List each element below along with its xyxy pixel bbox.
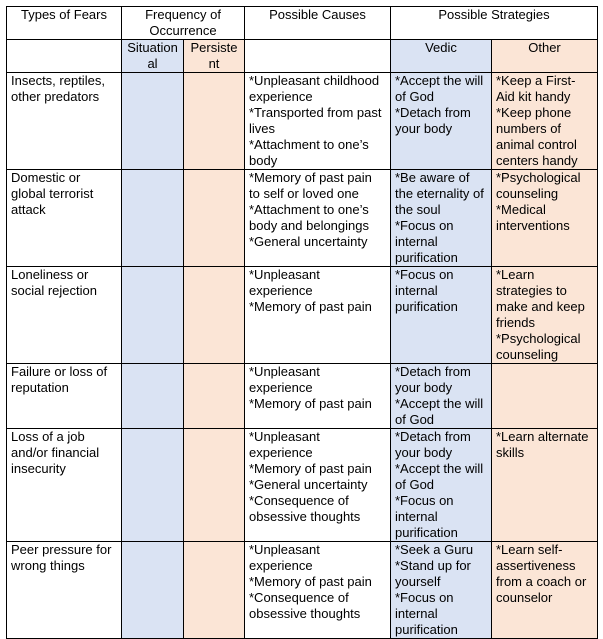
table-row bbox=[7, 429, 598, 542]
vedic-cell bbox=[391, 429, 492, 542]
other-cell bbox=[492, 267, 598, 364]
other-cell bbox=[492, 73, 598, 170]
vedic-cell bbox=[391, 364, 492, 429]
situational-cell bbox=[122, 429, 184, 542]
other-cell-text: *Keep a First-Aid kit handy *Keep phone numbers of animal control centers handy bbox=[496, 73, 578, 168]
other-subheader: Other bbox=[492, 40, 598, 73]
frequency-header: Frequency of Occurrence bbox=[122, 7, 245, 40]
persistent-subheader: Persistent bbox=[184, 40, 245, 73]
causes-cell-text: *Unpleasant experience *Memory of past pain *General uncertainty *Consequence of obsessive thoughts bbox=[249, 429, 372, 524]
other-cell-text: *Learn strategies to make and keep friends *Psychological counseling bbox=[496, 267, 585, 362]
causes-cell-text: *Memory of past pain to self or loved one *Attachment to one’s body and belongings *General uncertainty bbox=[249, 170, 372, 249]
situational-cell bbox=[122, 267, 184, 364]
causes-cell-text: *Unpleasant experience *Memory of past pain *Consequence of obsessive thoughts bbox=[249, 542, 372, 621]
fear-cell-text: Peer pressure for wrong things bbox=[11, 542, 116, 573]
table-row bbox=[7, 170, 598, 267]
table-row bbox=[7, 364, 598, 429]
persistent-cell bbox=[184, 429, 245, 542]
vedic-cell bbox=[391, 73, 492, 170]
causes-cell bbox=[245, 267, 391, 364]
causes-cell bbox=[245, 170, 391, 267]
other-cell bbox=[492, 542, 598, 639]
causes-cell bbox=[245, 429, 391, 542]
fear-cell-text: Loneliness or social rejection bbox=[11, 267, 97, 298]
vedic-cell-text: *Detach from your body *Accept the will of God bbox=[395, 364, 484, 427]
persistent-cell bbox=[184, 542, 245, 639]
other-cell-text: *Psychological counseling *Medical interventions bbox=[496, 170, 581, 233]
fear-cell bbox=[7, 542, 122, 639]
causes-cell-text: *Unpleasant childhood experience *Transported from past lives *Attachment to one’s body bbox=[249, 73, 382, 168]
persistent-cell bbox=[184, 73, 245, 170]
situational-cell bbox=[122, 170, 184, 267]
situational-cell bbox=[122, 542, 184, 639]
fear-cell-text: Failure or loss of reputation bbox=[11, 364, 111, 395]
situational-subheader: Situational bbox=[122, 40, 184, 73]
other-cell bbox=[492, 429, 598, 542]
vedic-cell-text: *Be aware of the eternality of the soul *Focus on internal purification bbox=[395, 170, 484, 265]
fear-cell-text: Insects, reptiles, other predators bbox=[11, 73, 109, 104]
header-row bbox=[7, 7, 598, 40]
vedic-cell-text: *Seek a Guru *Stand up for yourself *Focus on internal purification bbox=[395, 542, 474, 637]
fear-cell bbox=[7, 429, 122, 542]
vedic-cell-text: *Focus on internal purification bbox=[395, 267, 458, 314]
causes-cell bbox=[245, 364, 391, 429]
fear-cell bbox=[7, 170, 122, 267]
table-row bbox=[7, 267, 598, 364]
vedic-subheader: Vedic bbox=[391, 40, 492, 73]
strategies-header: Possible Strategies bbox=[391, 7, 598, 40]
other-cell bbox=[492, 364, 598, 429]
causes-header: Possible Causes bbox=[245, 7, 391, 40]
other-cell-text: *Learn alternate skills bbox=[496, 429, 593, 460]
table-row bbox=[7, 73, 598, 170]
subheader-blank-middle bbox=[245, 40, 391, 73]
fear-cell bbox=[7, 73, 122, 170]
subheader-row bbox=[7, 40, 598, 73]
other-cell-text: *Learn self-assertiveness from a coach or counselor bbox=[496, 542, 590, 605]
fear-cell bbox=[7, 364, 122, 429]
vedic-cell bbox=[391, 170, 492, 267]
persistent-cell bbox=[184, 364, 245, 429]
situational-cell bbox=[122, 73, 184, 170]
persistent-cell bbox=[184, 267, 245, 364]
fear-cell bbox=[7, 267, 122, 364]
subheader-blank-left bbox=[7, 40, 122, 73]
vedic-cell bbox=[391, 267, 492, 364]
causes-cell bbox=[245, 73, 391, 170]
fear-cell-text: Loss of a job and/or financial insecurity bbox=[11, 429, 103, 476]
situational-cell bbox=[122, 364, 184, 429]
causes-cell bbox=[245, 542, 391, 639]
causes-cell-text: *Unpleasant experience *Memory of past pain bbox=[249, 364, 372, 411]
types-header: Types of Fears bbox=[7, 7, 122, 40]
table-row bbox=[7, 542, 598, 639]
causes-cell-text: *Unpleasant experience *Memory of past pain bbox=[249, 267, 372, 314]
fears-table bbox=[6, 6, 598, 639]
fear-cell-text: Domestic or global terrorist attack bbox=[11, 170, 97, 217]
other-cell bbox=[492, 170, 598, 267]
vedic-cell bbox=[391, 542, 492, 639]
table-body bbox=[7, 7, 598, 639]
persistent-cell bbox=[184, 170, 245, 267]
vedic-cell-text: *Detach from your body *Accept the will of God *Focus on internal purification bbox=[395, 429, 484, 540]
vedic-cell-text: *Accept the will of God *Detach from your body bbox=[395, 73, 484, 136]
